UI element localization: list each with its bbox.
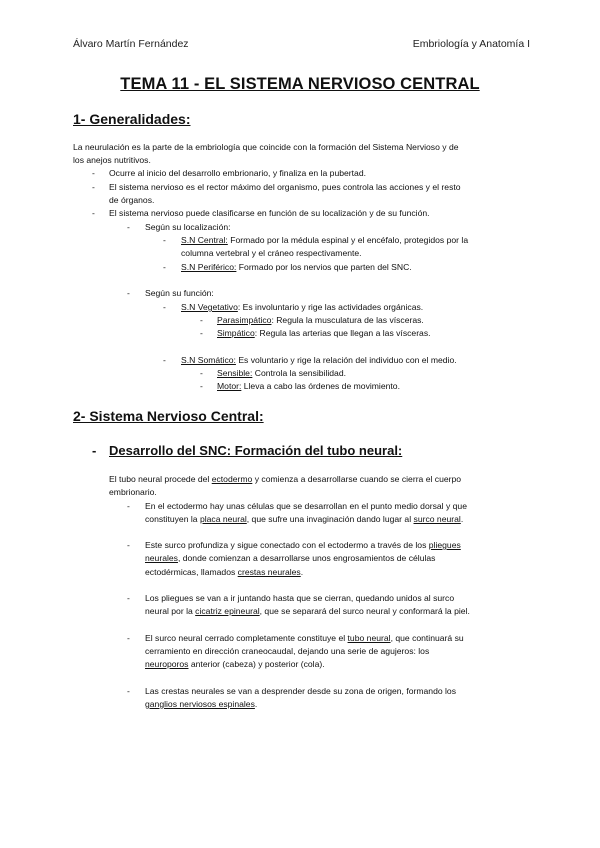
bullet-dash: -	[127, 288, 130, 298]
motor-text: Lleva a cabo las órdenes de movimiento.	[241, 381, 400, 391]
bullet-2-line-2: de órganos.	[109, 195, 155, 205]
bullet-dash: -	[127, 633, 130, 643]
item-2-line-3	[145, 566, 303, 579]
header-author: Álvaro Martín Fernández	[73, 38, 189, 50]
item-5-line-2	[145, 698, 257, 711]
bullet-dash: -	[163, 355, 166, 365]
bullet-dash: -	[127, 222, 130, 232]
bullet-dash: -	[200, 368, 203, 378]
text-span: constituyen la	[145, 514, 200, 524]
text-span: El tubo neural procede del	[109, 474, 212, 484]
text-span: , que continuará su	[390, 633, 464, 643]
item-1-line-2	[145, 513, 463, 526]
text-span: anterior (cabeza) y posterior (cola).	[188, 659, 325, 669]
sensible-label: Sensible:	[217, 368, 253, 378]
text-span: El surco neural cerrado completamente constituye el	[145, 633, 348, 643]
subheading-dash: -	[92, 443, 97, 458]
snp-text: Formado por los nervios que parten del SNC.	[236, 262, 412, 272]
text-span: , donde comienzan a desarrollarse unos engrosamientos de células	[177, 553, 436, 563]
term-ectodermo: ectodermo	[211, 474, 253, 484]
neural-tube-intro-line-2: embrionario.	[109, 487, 157, 497]
text-span: , que sufre una invaginación dando lugar al	[246, 514, 414, 524]
snc-line-2: columna vertebral y el cráneo respectivamente.	[181, 248, 362, 258]
sympathetic-item	[217, 327, 431, 340]
parasympathetic-text: : Regula la musculatura de las vísceras.	[271, 315, 424, 325]
sensible-text: Controla la sensibilidad.	[252, 368, 346, 378]
text-span: y comienza a desarrollarse cuando se cierra el cuerpo	[252, 474, 462, 484]
bullet-dash: -	[200, 315, 203, 325]
item-5-line-1: Las crestas neurales se van a desprender desde su zona de origen, formando los	[145, 686, 456, 696]
bullet-dash: -	[92, 208, 95, 218]
item-3-line-2	[145, 605, 470, 618]
bullet-dash: -	[200, 381, 203, 391]
bullet-dash: -	[127, 501, 130, 511]
term-crestas-neurales: crestas neurales	[237, 567, 301, 577]
term-surco-neural: surco neural	[413, 514, 461, 524]
bullet-dash: -	[127, 686, 130, 696]
bullet-2-line-1: El sistema nervioso es el rector máximo del organismo, pues controla las acciones y el resto	[109, 182, 461, 192]
snv-label: S.N Vegetativo	[181, 302, 238, 312]
motor-label: Motor:	[217, 381, 242, 391]
intro-line-2: los anejos nutritivos.	[73, 155, 151, 165]
text-span: ectodérmicas, llamados	[145, 567, 238, 577]
localization-heading: Según su localización:	[145, 222, 231, 232]
bullet-dash: -	[127, 593, 130, 603]
item-2-line-1	[145, 539, 461, 552]
snp-item	[181, 261, 412, 274]
sns-item	[181, 354, 457, 367]
section-2-heading: 2- Sistema Nervioso Central:	[73, 408, 264, 424]
term-tubo-neural: tubo neural	[347, 633, 391, 643]
sympathetic-label: Simpático	[217, 328, 255, 338]
header-subject: Embriología y Anatomía I	[412, 38, 530, 50]
section-1-heading: 1- Generalidades:	[73, 111, 191, 127]
page-title: TEMA 11 - EL SISTEMA NERVIOSO CENTRAL	[120, 75, 480, 93]
text-span: .	[254, 699, 258, 709]
neural-tube-intro	[109, 473, 461, 486]
text-span: Este surco profundiza y sigue conectado con el ectodermo a través de los	[145, 540, 429, 550]
bullet-dash: -	[92, 168, 95, 178]
snc-label: S.N Central:	[181, 235, 228, 245]
item-1-line-1: En el ectodermo hay unas células que se desarrollan en el punto medio dorsal y que	[145, 501, 467, 511]
bullet-dash: -	[163, 235, 166, 245]
bullet-dash: -	[92, 182, 95, 192]
item-3-line-1: Los pliegues se van a ir juntando hasta que se cierran, quedando unidos al surco	[145, 593, 455, 603]
text-span: , que se separará del surco neural y conformará la piel.	[259, 606, 470, 616]
sns-label: S.N Somático:	[181, 355, 236, 365]
snv-item	[181, 301, 423, 314]
bullet-dash: -	[127, 540, 130, 550]
motor-item	[217, 380, 400, 393]
bullet-3: El sistema nervioso puede clasificarse en función de su localización y de su función.	[109, 208, 430, 218]
text-span: neural por la	[145, 606, 196, 616]
subheading: Desarrollo del SNC: Formación del tubo neural:	[109, 443, 403, 458]
term-cicatriz-epineural: cicatriz epineural	[195, 606, 260, 616]
function-heading: Según su función:	[145, 288, 214, 298]
text-span: .	[300, 567, 304, 577]
term-neuroporos: neuroporos	[145, 659, 189, 669]
intro-line-1: La neurulación es la parte de la embriología que coincide con la formación del Sistema Nervioso y de	[73, 142, 459, 152]
snv-text: : Es involuntario y rige las actividades orgánicas.	[237, 302, 424, 312]
sympathetic-text: : Regula las arterias que llegan a las vísceras.	[254, 328, 431, 338]
text-span: .	[460, 514, 464, 524]
snp-label: S.N Periférico:	[181, 262, 237, 272]
snc-text: Formado por la médula espinal y el encéfalo, protegidos por la	[227, 235, 469, 245]
bullet-dash: -	[163, 302, 166, 312]
bullet-dash: -	[200, 328, 203, 338]
item-2-line-2	[145, 552, 435, 565]
item-4-line-3	[145, 658, 325, 671]
bullet-dash: -	[163, 262, 166, 272]
snc-item	[181, 234, 468, 247]
sensible-item	[217, 367, 346, 380]
bullet-1: Ocurre al inicio del desarrollo embrionario, y finaliza en la pubertad.	[109, 168, 366, 178]
sns-text: Es voluntario y rige la relación del individuo con el medio.	[235, 355, 457, 365]
term-placa-neural: placa neural	[199, 514, 247, 524]
item-4-line-1	[145, 632, 464, 645]
parasympathetic-label: Parasimpático	[217, 315, 272, 325]
term-pliegues: pliegues	[428, 540, 461, 550]
item-4-line-2: cerramiento en dirección craneocaudal, dejando una serie de agujeros: los	[145, 646, 430, 656]
term-neurales: neurales	[145, 553, 178, 563]
parasympathetic-item	[217, 314, 424, 327]
term-ganglios: ganglios nerviosos espinales	[145, 699, 255, 709]
